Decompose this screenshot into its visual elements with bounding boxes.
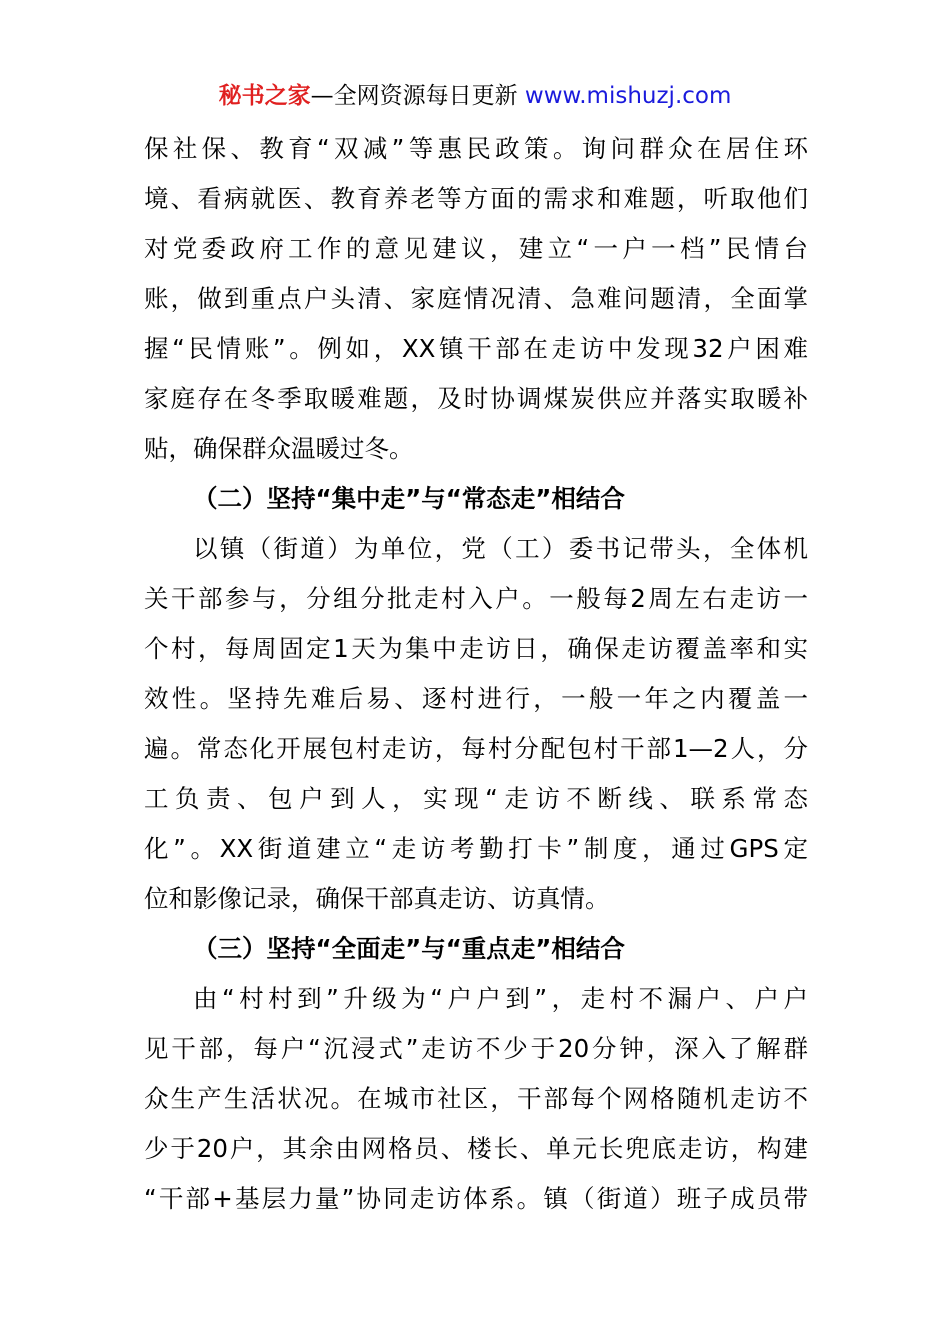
text-line: 对党委政府工作的意见建议，建立“一户一档”民情台 (144, 234, 808, 263)
site-header (0, 80, 950, 112)
text-line: 效性。坚持先难后易、逐村进行，一般一年之内覆盖一 (144, 684, 808, 713)
text-line: 贴，确保群众温暖过冬。 (144, 434, 414, 463)
text-line: 握“民情账”。例如，XX镇干部在走访中发现32户困难 (144, 334, 808, 363)
text-line: 保社保、教育“双减”等惠民政策。询问群众在居住环 (144, 134, 808, 163)
text-line: 位和影像记录，确保干部真走访、访真情。 (144, 884, 610, 913)
section-heading: （三）坚持“全面走”与“重点走”相结合 (193, 934, 625, 963)
text-line: 关干部参与，分组分批走村入户。一般每2周左右走访一 (144, 584, 808, 613)
site-url-link[interactable]: www.mishuzj.com (524, 83, 732, 109)
text-line: 账，做到重点户头清、家庭情况清、急难问题清，全面掌 (144, 284, 808, 313)
text-line: 由“村村到”升级为“户户到”，走村不漏户、户户 (193, 984, 808, 1013)
text-line: 以镇（街道）为单位，党（工）委书记带头，全体机 (193, 534, 808, 563)
text-line: 境、看病就医、教育养老等方面的需求和难题，听取他们 (144, 184, 808, 213)
text-line: 见干部，每户“沉浸式”走访不少于20分钟，深入了解群 (144, 1034, 808, 1063)
document-body (144, 124, 808, 1224)
text-line: 化”。XX街道建立“走访考勤打卡”制度，通过GPS定 (144, 834, 808, 863)
text-line: 遍。常态化开展包村走访，每村分配包村干部1—2人，分 (144, 734, 808, 763)
text-line: 众生产生活状况。在城市社区，干部每个网格随机走访不 (144, 1084, 808, 1113)
site-tagline: —全网资源每日更新 (310, 83, 525, 109)
text-line: 工负责、包户到人，实现“走访不断线、联系常态 (144, 784, 808, 813)
text-line: 家庭存在冬季取暖难题，及时协调煤炭供应并落实取暖补 (144, 384, 808, 413)
text-line: 少于20户，其余由网格员、楼长、单元长兜底走访，构建 (144, 1134, 808, 1163)
site-brand: 秘书之家 (218, 83, 311, 109)
text-line: 个村，每周固定1天为集中走访日，确保走访覆盖率和实 (144, 634, 808, 663)
section-heading: （二）坚持“集中走”与“常态走”相结合 (193, 484, 625, 513)
text-line: “干部+基层力量”协同走访体系。镇（街道）班子成员带 (144, 1184, 808, 1213)
